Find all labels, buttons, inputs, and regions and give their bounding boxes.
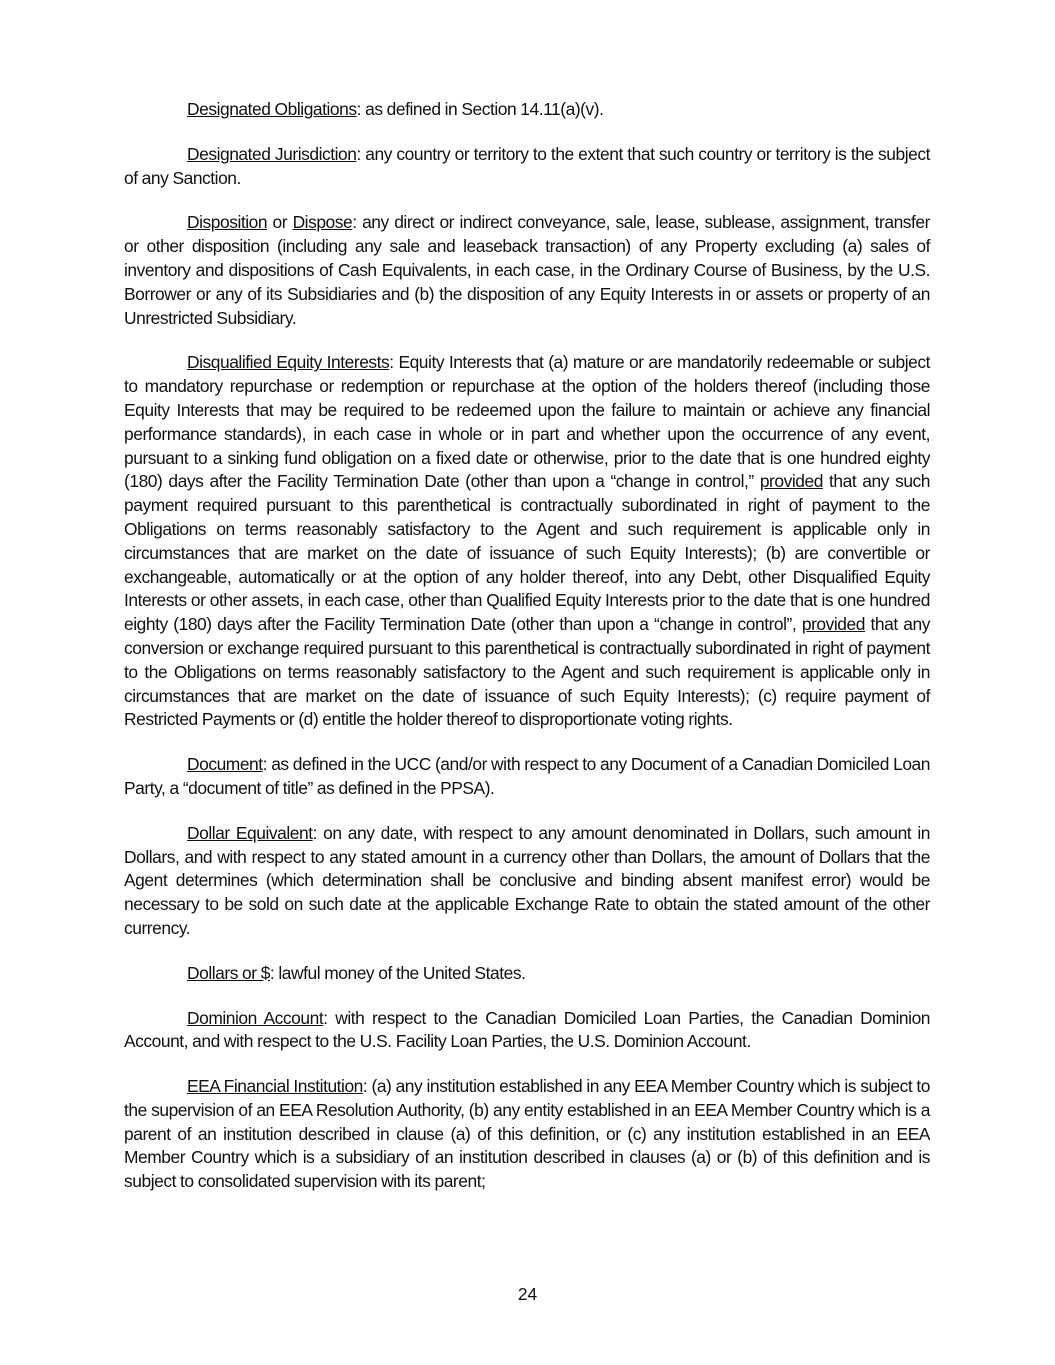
defined-term: EEA Financial Institution (187, 1076, 363, 1097)
definition-dollars (124, 962, 930, 986)
definition-disposition (124, 211, 930, 330)
document-body (124, 98, 930, 1215)
term-separator: : (356, 143, 366, 164)
definition-text-part-1: Equity Interests that (a) mature or are mandatorily redeemable or subject to mandatory repurchase or redemption or repurchase at the option of the holders thereof (including those Equity Interests that may be required to be redeemed upon the failure to maintain or achieve any financial performance standards), in each case in whole or in part and whether upon the occurrence of any event, pursuant to a sinking fund obligation on a fixed date or otherwise, prior to the date that is one hundred eighty (180) days after the Facility Termination Date (other than upon a “change in control,” (124, 352, 930, 492)
term-separator: : (323, 1007, 336, 1028)
term-separator: : (362, 1076, 372, 1097)
defined-term: Dominion Account (187, 1007, 324, 1028)
definition-dominion-account (124, 1007, 930, 1055)
definition-text: any direct or indirect conveyance, sale, lease, sublease, assignment, transfer or other disposition (including any sale and leaseback transaction) of any Property excluding (a) sales of inventory and dispositions of Cash Equivalents, in each case, in the Ordinary Course of Business, by the U.S. Borrower or any of its Subsidiaries and (b) the disposition of any Equity Interests in or assets or property of an Unrestricted Subsidiary. (124, 212, 930, 328)
definition-text-part-2: that any such payment required pursuant to this parenthetical is contractually subordinated in right of payment to the Obligations on terms reasonably satisfactory to the Agent and such requirement is applicable only in circumstances that are market on the date of issuance of such Equity Interests); (b) are convertible or exchangeable, automatically or at the option of any holder thereof, into any Debt, other Disqualified Equity Interests or other assets, in each case, other than Qualified Equity Interests prior to the date that is one hundred eighty (180) days after the Facility Termination Date (other than upon a “change in control”, (124, 471, 931, 635)
term-separator: : (389, 352, 399, 373)
defined-term: Document (187, 754, 263, 775)
term-separator: : (262, 754, 272, 775)
term-separator: : (352, 212, 363, 233)
definition-text: as defined in Section 14.11(a)(v). (365, 99, 604, 119)
definition-text: with respect to the Canadian Domiciled Loan Parties, the Canadian Dominion Account, and with respect to the U.S. Facility Loan Parties, the U.S. Dominion Account. (124, 1007, 931, 1052)
provided-emphasis: provided (759, 471, 823, 492)
defined-term: Disqualified Equity Interests (187, 352, 390, 373)
definition-text: any country or territory to the extent that such country or territory is the subject of any Sanction. (124, 143, 930, 188)
defined-term: Designated Obligations (187, 99, 357, 119)
definition-eea-financial-institution (124, 1075, 930, 1194)
defined-term: Dollars or $ (187, 962, 270, 983)
definition-text: lawful money of the United States. (278, 962, 526, 983)
term-separator: : (312, 822, 324, 843)
definition-designated-jurisdiction (124, 143, 930, 191)
definition-text: as defined in the UCC (and/or with respect to any Document of a Canadian Domiciled Loan Party, a “document of title” as defined in the PPSA). (124, 754, 930, 798)
defined-term-alternate: Dispose (292, 212, 353, 233)
definition-text-part-3: that any conversion or exchange required pursuant to this parenthetical is contractually subordinated in right of payment to the Obligations on terms reasonably satisfactory to the Agent and such requirement is applicable only in circumstances that are market on the date of issuance of such Equity Interests); (c) require payment of Restricted Payments or (d) entitle the holder thereof to disproportionate voting rights. (124, 614, 930, 730)
definition-disqualified-equity-interests (124, 351, 930, 732)
provided-emphasis: provided (801, 614, 865, 635)
definition-text: on any date, with respect to any amount denominated in Dollars, such amount in Dollars, and with respect to any stated amount in a currency other than Dollars, the amount of Dollars that the Agent determines (which determination shall be conclusive and binding absent manifest error) would be necessary to be sold on such date at the applicable Exchange Rate to obtain the stated amount of the other currency. (124, 822, 930, 938)
definition-text: (a) any institution established in any EEA Member Country which is subject to the supervision of an EEA Resolution Authority, (b) any entity established in an EEA Member Country which is a parent of an institution described in clause (a) of this definition, or (c) any institution established in an EEA Member Country which is a subsidiary of an institution described in clauses (a) or (b) of this definition and is subject to consolidated supervision with its parent; (124, 1076, 930, 1192)
definition-designated-obligations (124, 98, 930, 122)
defined-term: Dollar Equivalent (187, 822, 313, 843)
defined-term: Disposition (187, 212, 268, 233)
definition-document (124, 753, 930, 801)
page-number: 24 (517, 1284, 538, 1304)
defined-term: Designated Jurisdiction (187, 143, 357, 164)
definition-dollar-equivalent (124, 822, 930, 941)
term-separator: : (356, 99, 366, 119)
term-connector: or (267, 212, 293, 233)
term-separator: : (269, 962, 279, 983)
